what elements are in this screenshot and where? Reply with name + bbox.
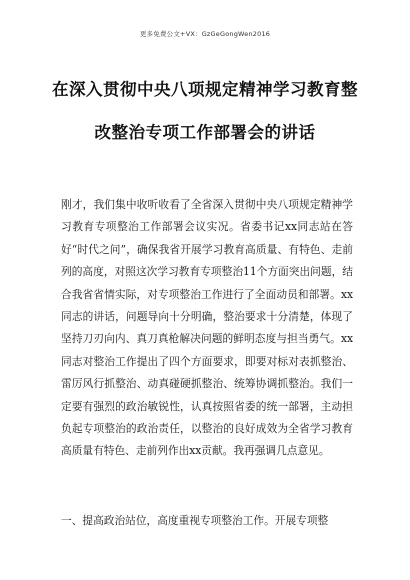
paragraph-1: 刚才，我们集中收听收看了全省深入贯彻中央八项规定精神学习教育专项整治工作部署会议实况。省委书记xx同志站在答好“时代之问”，确保我省开展学习教育高质量、有特色、走前列的高度，对照这次学习教育专项整治11个方面突出问题，结合我省省情实际，对专项整治工作进行了全面动员和部署。xx同志的讲话，问题导向十分明确，整治要求十分清楚，体现了坚持刀刃向内、真刀真枪解决问题的鲜明态度与担当勇气。xx同志对整治工作提出了四个方面要求，即要对标对表抓整治、雷厉风行抓整治、动真碰硬抓整治、统筹协调抓整治。我们一定要有强烈的政治敏锐性，认真按照省委的统一部署，主动担负起专项整治的政治责任，以整治的良好成效为全省学习教育高质量有特色、走前列作出xx贡献。我再强调几点意见。: [61, 198, 353, 458]
header-note: 更多免费公文+VX：GzGeGongWen2016: [139, 30, 271, 38]
body-paragraph: [61, 194, 353, 463]
document-title-line-2: 改整治专项工作部署会的讲话: [94, 123, 316, 142]
section-1-heading: 一、提高政治站位，高度重视专项整治工作。开展专项整: [61, 514, 329, 527]
document-title-line-1: 在深入贯彻中央八项规定精神学习教育整: [52, 80, 358, 99]
